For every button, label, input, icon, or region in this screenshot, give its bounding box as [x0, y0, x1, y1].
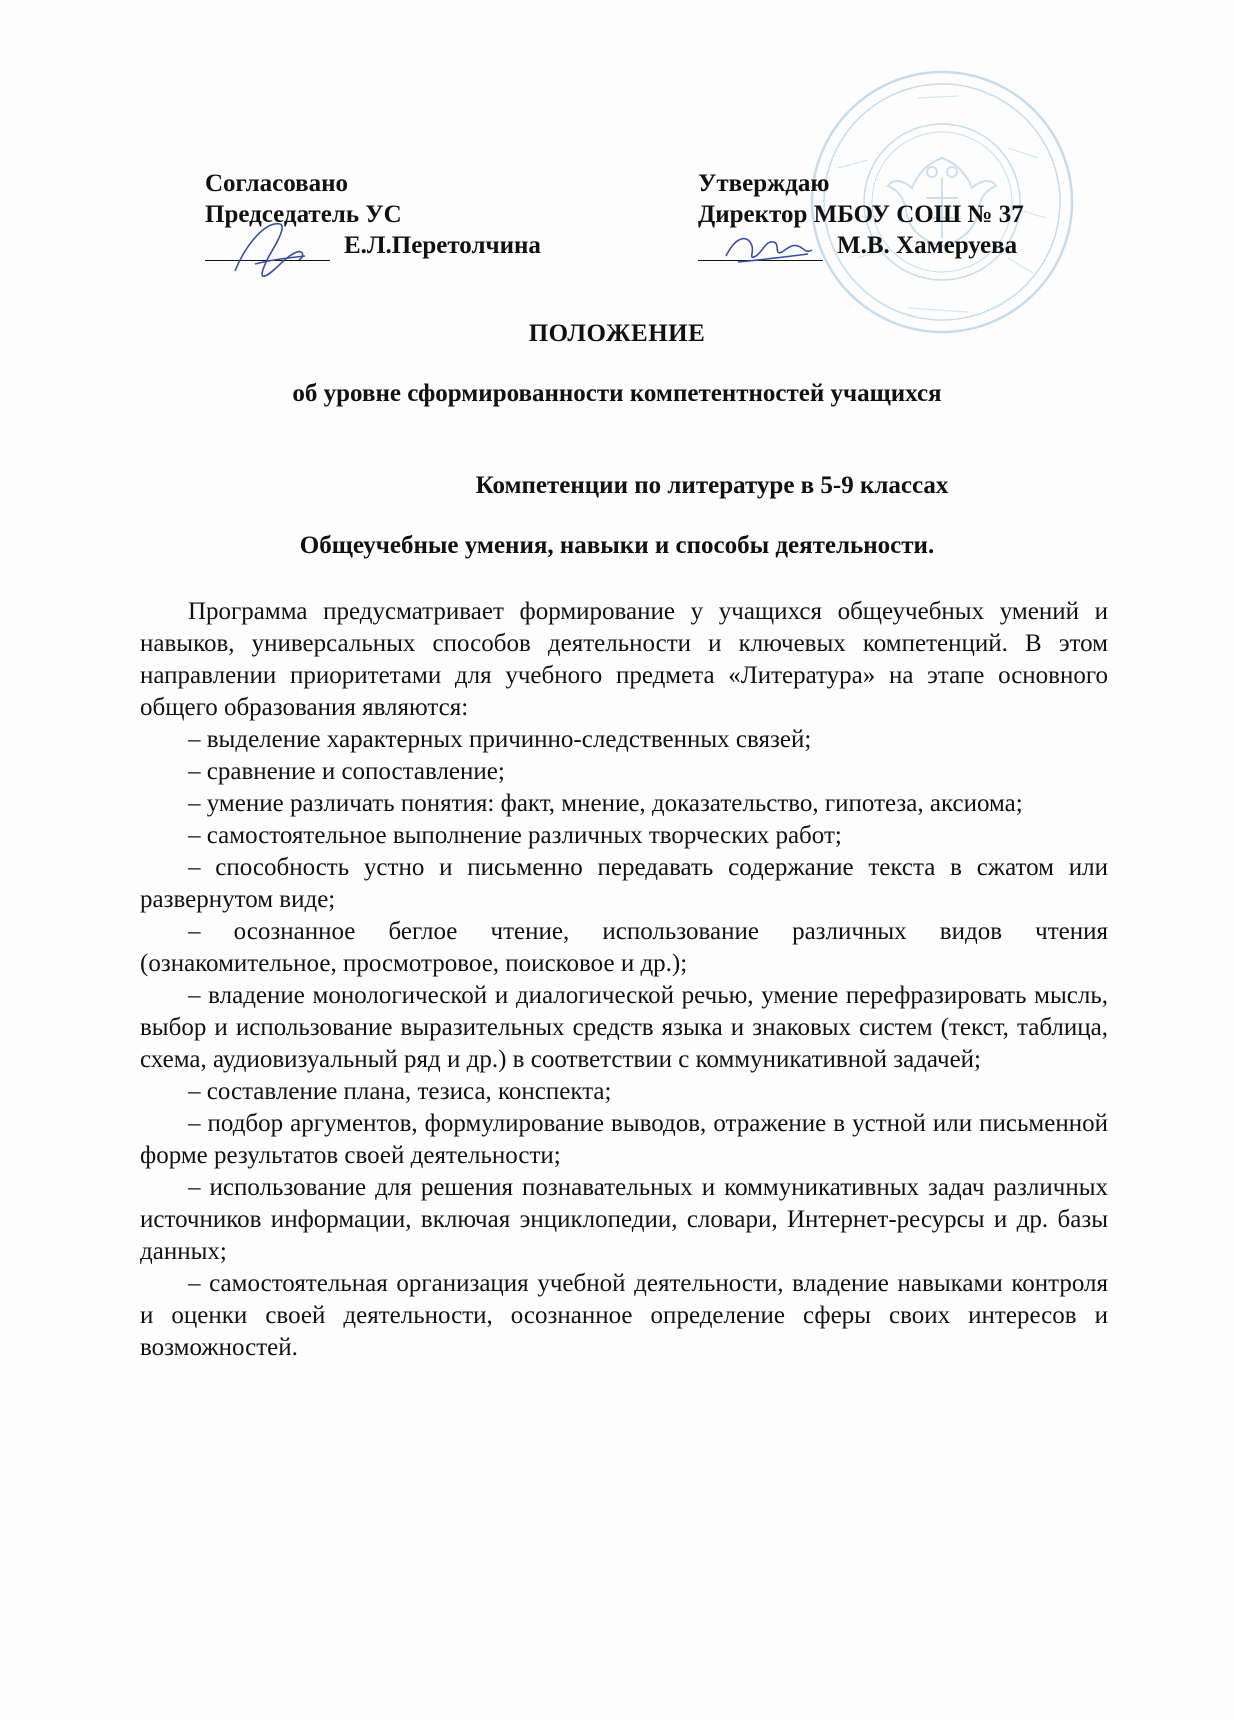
approval-right-label: Утверждаю — [698, 170, 830, 197]
signature-right — [718, 216, 818, 276]
approval-left-block — [205, 168, 541, 261]
approval-left-label: Согласовано — [205, 170, 349, 197]
list-item: – самостоятельное выполнение различных творческих работ; — [188, 822, 842, 849]
approval-right-position: Директор МБОУ СОШ № 37 — [698, 201, 1024, 228]
list-item: – умение различать понятия: факт, мнение, доказательство, гипотеза, аксиома; — [188, 790, 1023, 817]
document-title: ПОЛОЖЕНИЕ — [528, 320, 706, 347]
list-item: – владение монологической и диалогической речью, умение перефразировать мысль, выбор и использование выразительных средств языка и знаковых систем (текст, таблица, схема, аудиовизуальный ряд и др.) в соответствии с коммуникативной задачей; — [140, 982, 1108, 1073]
list-item: – способность устно и письменно передавать содержание текста в сжатом или развернутом виде; — [140, 854, 1108, 913]
list-item: – подбор аргументов, формулирование выводов, отражение в устной или письменной форме результатов своей деятельности; — [140, 1110, 1108, 1169]
skills-heading: Общеучебные умения, навыки и способы деятельности. — [299, 532, 935, 559]
list-item: – сравнение и сопоставление; — [188, 758, 505, 785]
intro-paragraph: Программа предусматривает формирование у учащихся общеучебных умений и навыков, универсальных способов деятельности и ключевых компетенций. В этом направлении приоритетами для учебного предмета «Литература» на этапе основного общего образования являются: — [140, 598, 1108, 721]
approval-left-signature-row — [205, 230, 541, 261]
document-body — [140, 596, 1108, 1364]
approval-right-signature-row — [698, 230, 1024, 261]
list-item: – использование для решения познавательных и коммуникативных задач различных источников информации, включая энциклопедии, словари, Интернет-ресурсы и др. базы данных; — [140, 1174, 1108, 1265]
list-item: – осознанное беглое чтение, использование различных видов чтения (ознакомительное, просмотровое, поисковое и др.); — [140, 918, 1108, 977]
list-item: – самостоятельная организация учебной деятельности, владение навыками контроля и оценки своей деятельности, осознанное определение сферы своих интересов и возможностей. — [140, 1270, 1108, 1361]
approval-right-name: М.В. Хамеруева — [837, 232, 1018, 259]
approval-left-position: Председатель УС — [205, 201, 402, 228]
approval-left-name: Е.Л.Перетолчина — [344, 232, 541, 259]
signature-left — [225, 216, 315, 286]
document-subtitle: об уровне сформированности компетентностей учащихся — [292, 380, 942, 407]
signature-line-right — [698, 236, 823, 261]
approval-right-block — [698, 168, 1024, 261]
list-item: – выделение характерных причинно-следственных связей; — [188, 726, 812, 753]
signature-line-left — [205, 236, 330, 261]
competencies-heading: Компетенции по литературе в 5-9 классах — [475, 472, 949, 499]
list-item: – составление плана, тезиса, конспекта; — [188, 1078, 612, 1105]
